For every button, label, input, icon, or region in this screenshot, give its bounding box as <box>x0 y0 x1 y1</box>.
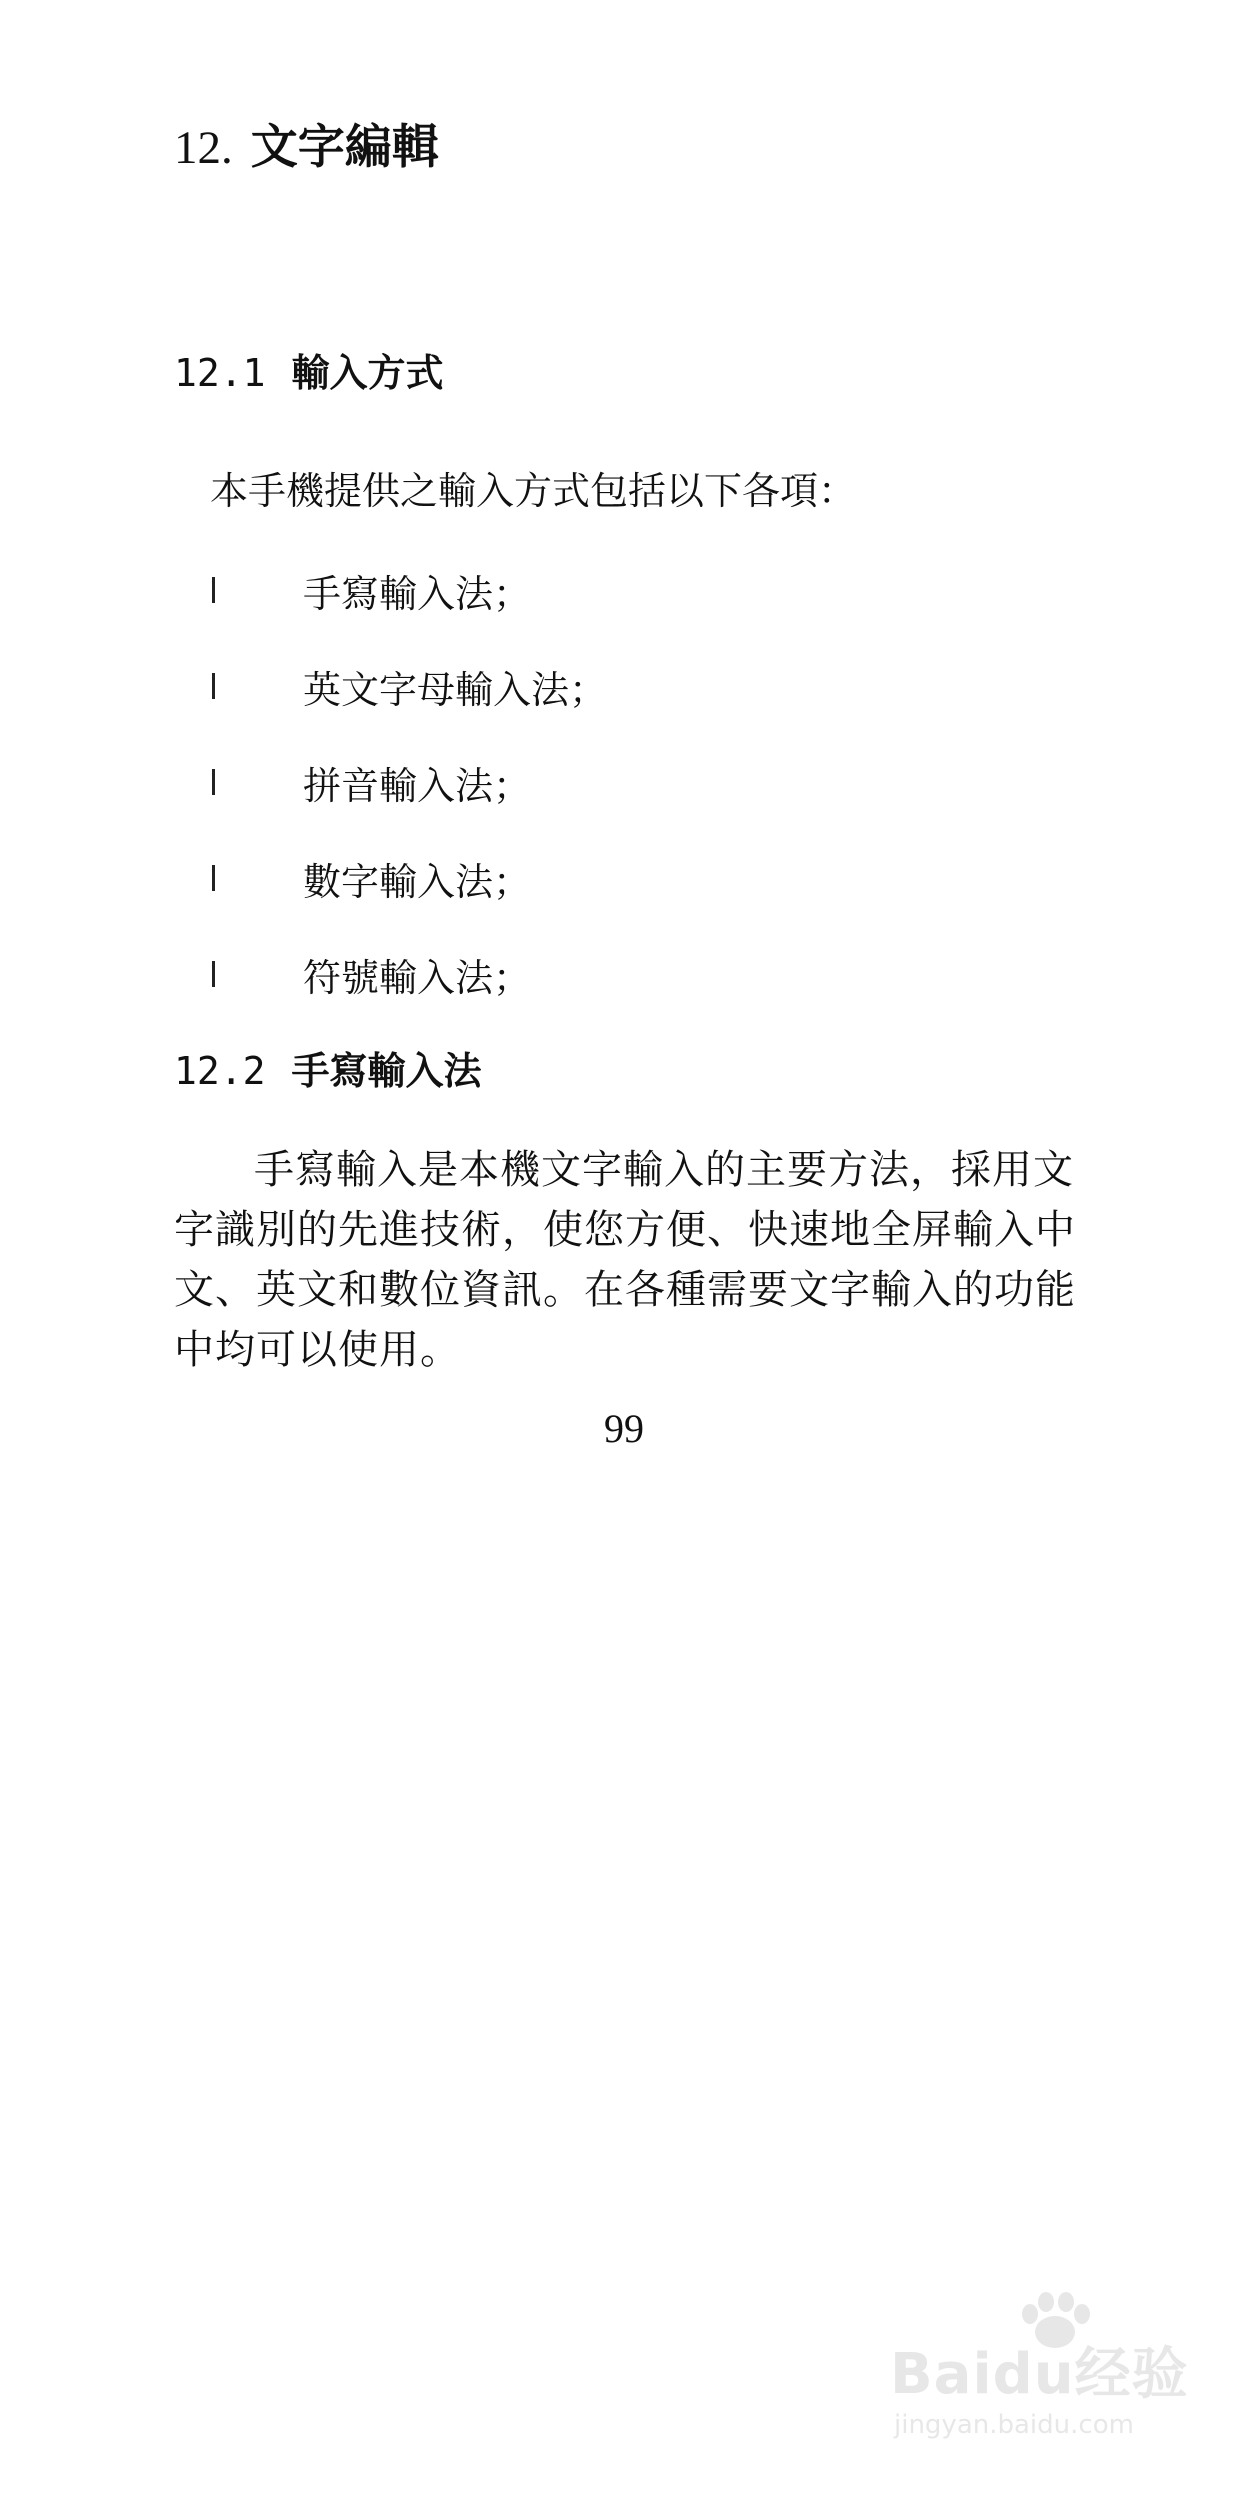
input-method-list <box>206 565 607 1045</box>
baidu-watermark <box>890 2310 1190 2460</box>
list-item-label: 符號輸入法； <box>303 955 532 1000</box>
bullet-icon <box>212 961 215 987</box>
watermark-logo: Baidu经验 <box>890 2342 1189 2407</box>
list-item <box>206 661 607 711</box>
chapter-title: 文字編輯 <box>250 120 439 175</box>
section-heading-handwriting <box>174 1046 482 1096</box>
page-number: 99 <box>604 1406 644 1451</box>
list-item-label: 數字輸入法； <box>303 859 532 904</box>
list-item <box>206 565 607 615</box>
section-title: 輸入方式 <box>291 351 444 395</box>
handwriting-paragraph: 手寫輸入是本機文字輸入的主要方法，採用文字識別的先進技術，使您方便、快速地全屏輸入中文、英文和數位資訊。在各種需要文字輸入的功能中均可以使用。 <box>174 1147 1076 1373</box>
bullet-icon <box>212 673 215 699</box>
bullet-icon <box>212 865 215 891</box>
list-item-label: 手寫輸入法； <box>303 571 532 616</box>
chapter-heading <box>174 118 439 178</box>
list-item <box>206 949 607 999</box>
section-title: 手寫輸入法 <box>291 1049 482 1093</box>
chapter-number: 12. <box>174 122 233 174</box>
watermark-url: jingyan.baidu.com <box>894 2410 1134 2440</box>
section-number: 12.1 <box>174 351 266 395</box>
intro-text: 本手機提供之輸入方式包括以下各項： <box>210 469 857 513</box>
list-item <box>206 757 607 807</box>
bullet-icon <box>212 577 215 603</box>
bullet-icon <box>212 769 215 795</box>
section-number: 12.2 <box>174 1049 266 1093</box>
section-heading-input-methods <box>174 348 444 398</box>
list-item-label: 英文字母輸入法； <box>303 667 608 712</box>
list-item-label: 拼音輸入法； <box>303 763 532 808</box>
list-item <box>206 853 607 903</box>
